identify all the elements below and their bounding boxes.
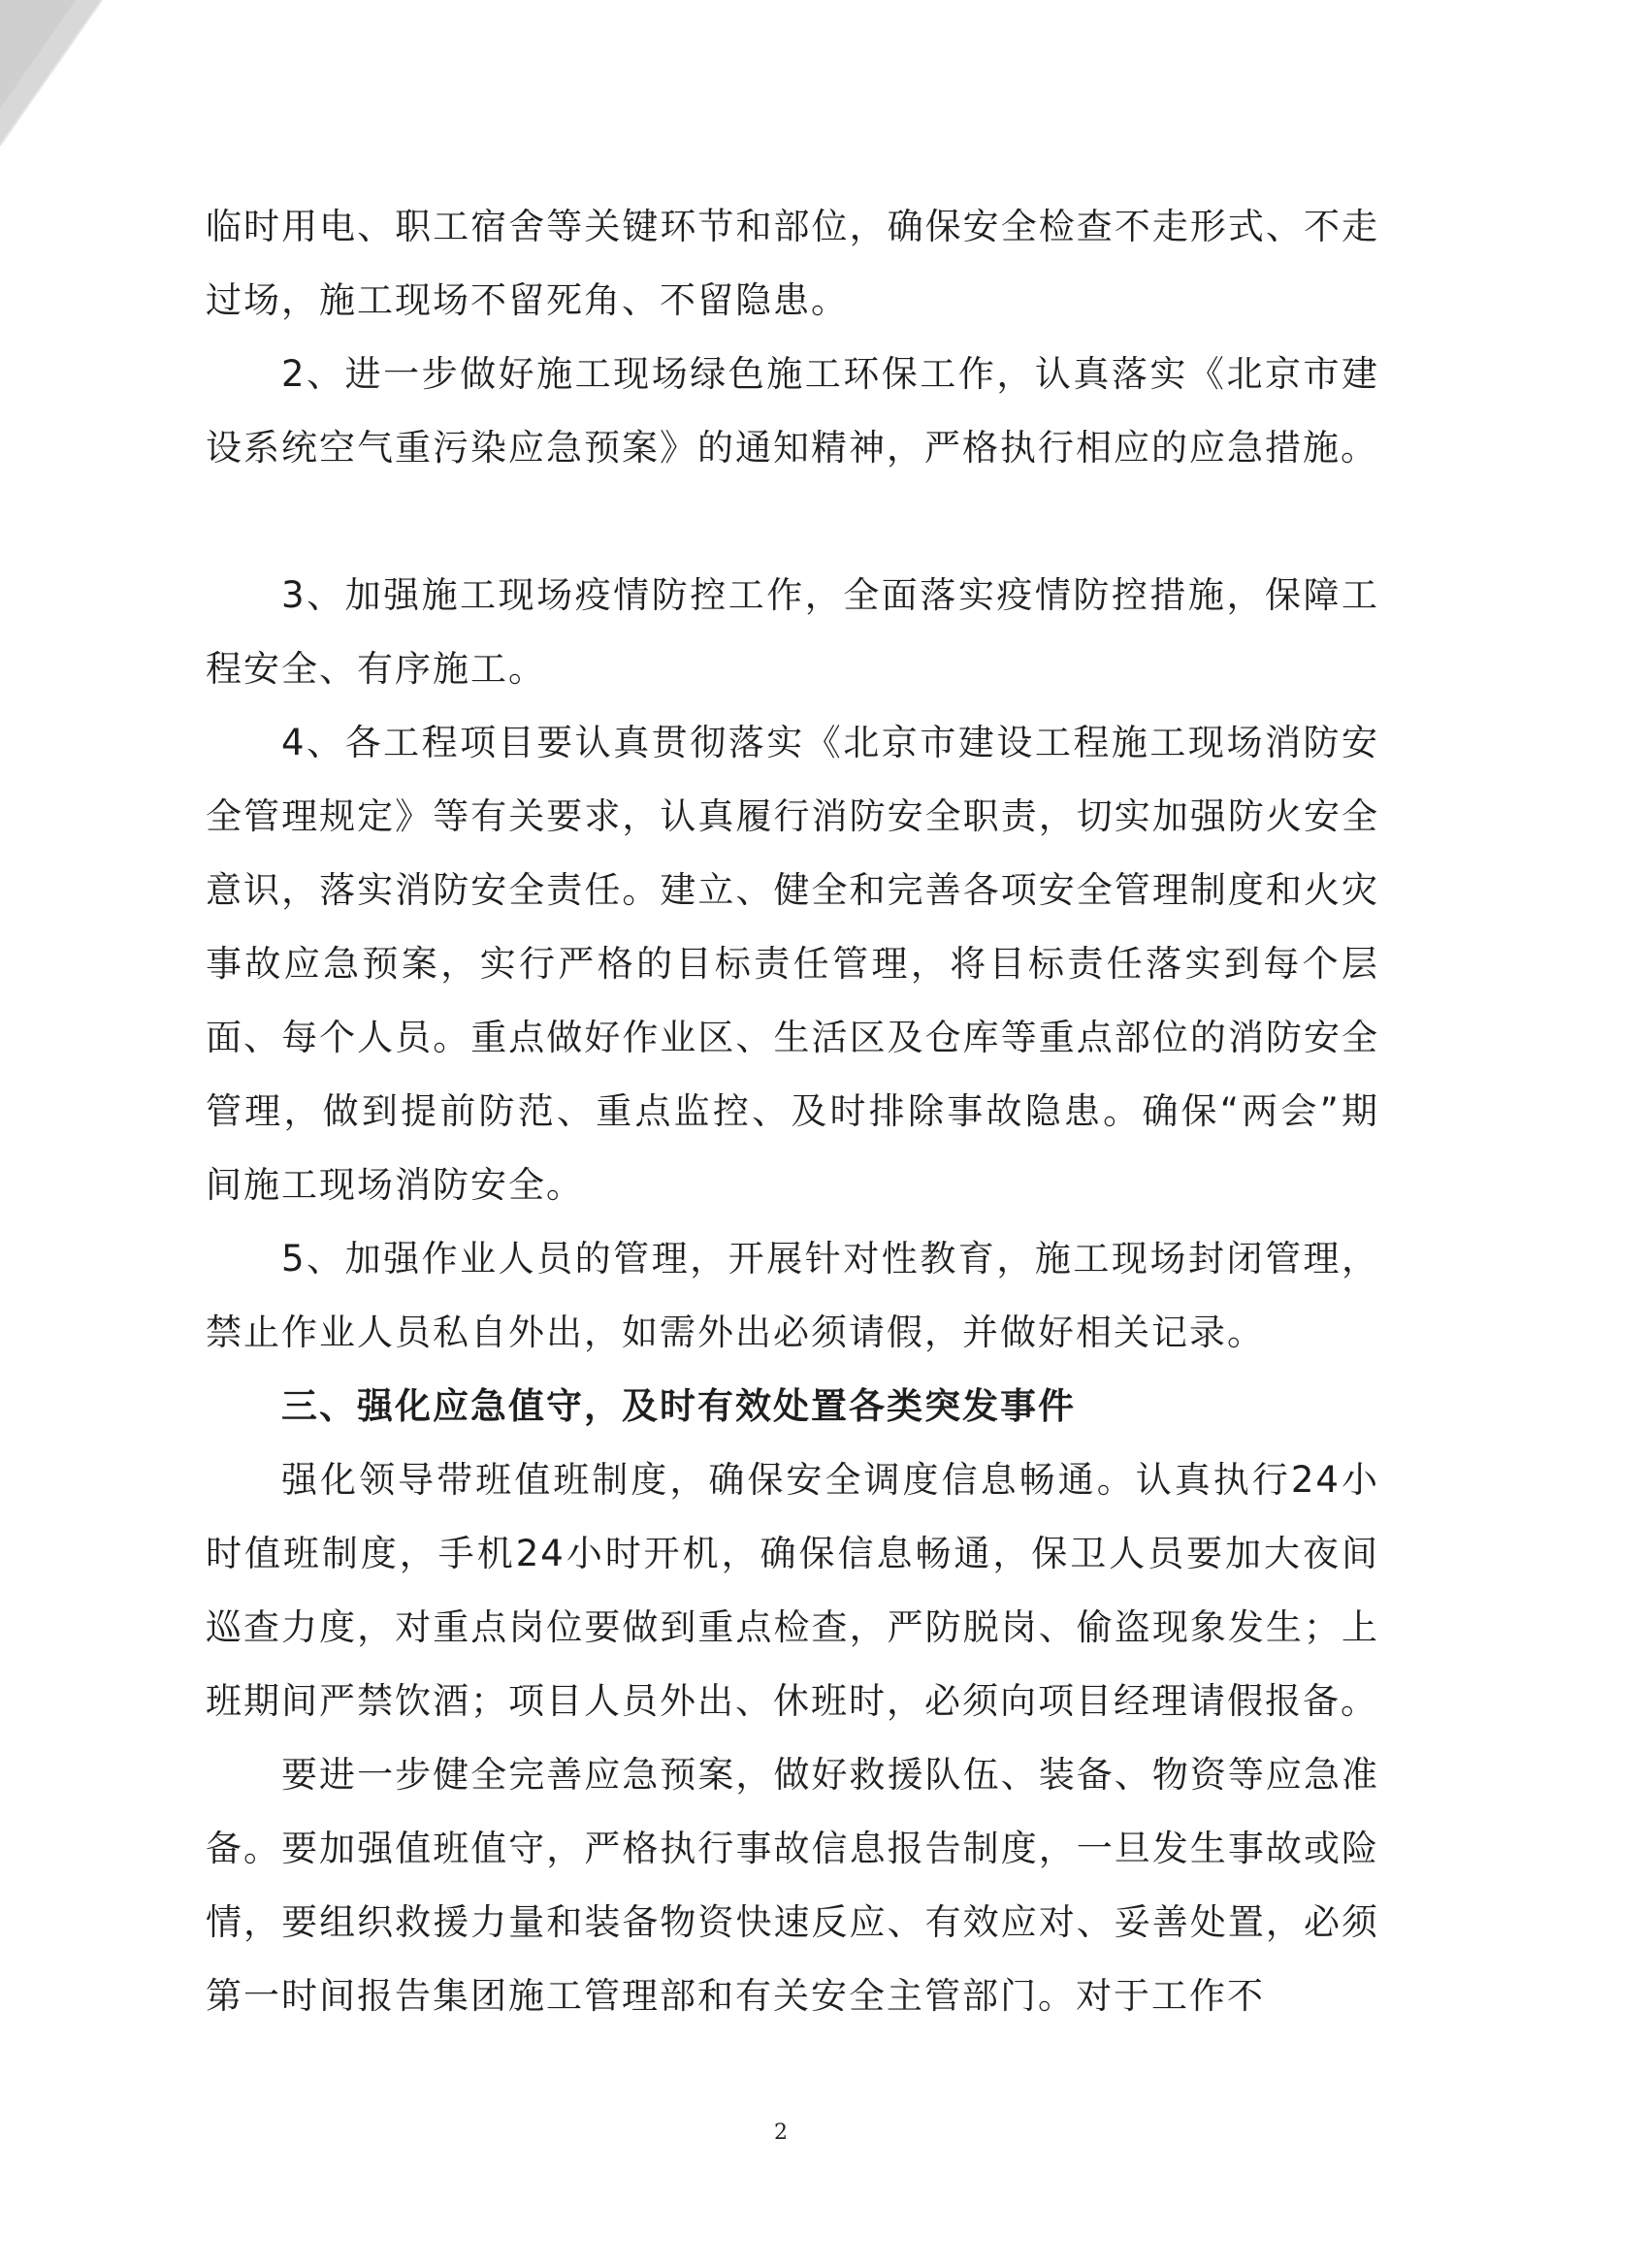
section-heading-3: 三、强化应急值守，及时有效处置各类突发事件 (281, 1385, 1076, 1427)
folded-corner-shadow (0, 0, 194, 194)
paragraph-item-3: 3、加强施工现场疫情防控工作，全面落实疫情防控措施，保障工程安全、有序施工。 (206, 574, 1379, 690)
paragraph-continuation: 临时用电、职工宿舍等关键环节和部位，确保安全检查不走形式、不走过场，施工现场不留死角、不留隐患。 (206, 206, 1379, 321)
paragraph-item-5: 5、加强作业人员的管理，开展针对性教育，施工现场封闭管理，禁止作业人员私自外出，如需外出必须请假，并做好相关记录。 (206, 1238, 1379, 1353)
page-number: 2 (774, 2121, 788, 2145)
paragraph-emergency-plan: 要进一步健全完善应急预案，做好救援队伍、装备、物资等应急准备。要加强值班值守，严格执行事故信息报告制度，一旦发生事故或险情，要组织救援力量和装备物资快速反应、有效应对、妥善处置，必须第一时间报告集团施工管理部和有关安全主管部门。对于工作不 (206, 1754, 1379, 2017)
paragraph-duty-system: 强化领导带班值班制度，确保安全调度信息畅通。认真执行24小时值班制度，手机24小时开机，确保信息畅通，保卫人员要加大夜间巡查力度，对重点岗位要做到重点检查，严防脱岗、偷盗现象发生；上班期间严禁饮酒；项目人员外出、休班时，必须向项目经理请假报备。 (206, 1459, 1379, 1722)
paragraph-item-2: 2、进一步做好施工现场绿色施工环保工作，认真落实《北京市建设系统空气重污染应急预案》的通知精神，严格执行相应的应急措施。 (206, 353, 1379, 469)
document-body (206, 190, 1379, 2033)
paragraph-item-4: 4、各工程项目要认真贯彻落实《北京市建设工程施工现场消防安全管理规定》等有关要求，认真履行消防安全职责，切实加强防火安全意识，落实消防安全责任。建立、健全和完善各项安全管理制度和火灾事故应急预案，实行严格的目标责任管理，将目标责任落实到每个层面、每个人员。重点做好作业区、生活区及仓库等重点部位的消防安全管理，做到提前防范、重点监控、及时排除事故隐患。确保“两会”期间施工现场消防安全。 (206, 722, 1379, 1206)
